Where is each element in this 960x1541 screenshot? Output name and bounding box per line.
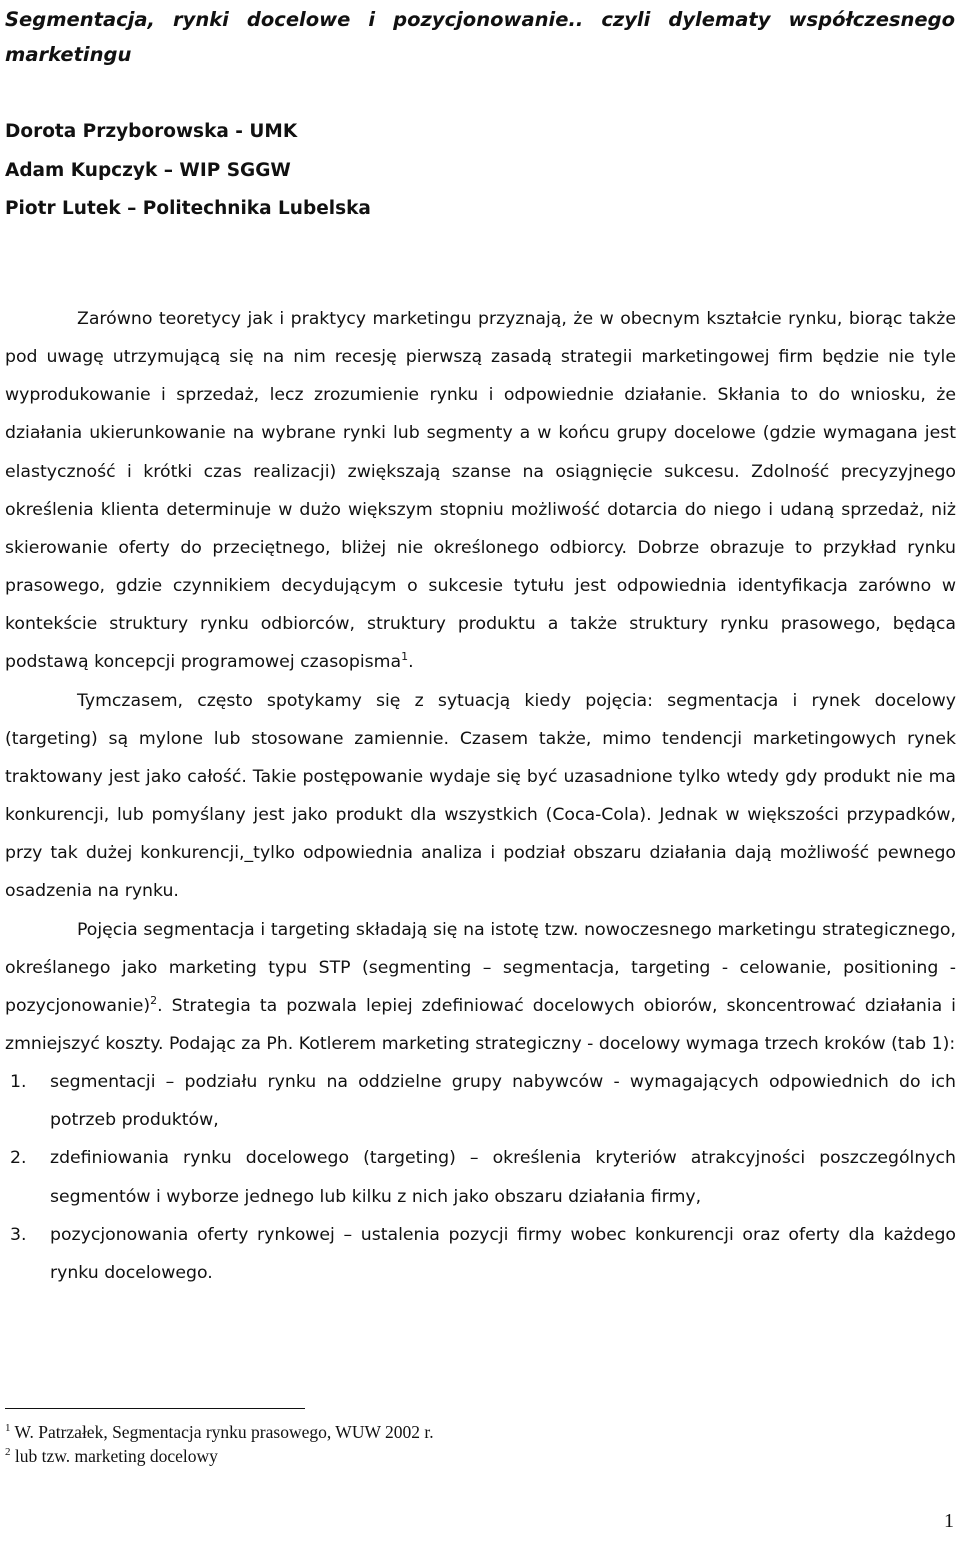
footnote-separator <box>5 1408 305 1409</box>
list-item-number: 1. <box>10 1072 27 1093</box>
list-item-number: 3. <box>10 1224 27 1245</box>
paragraph-text: Pojęcia segmentacja i targeting składają się na istotę tzw. nowoczesnego marketingu strategicznego, określanego jako marketing typu STP (segmenting – segmentacja, targeting - celowanie, positioning - pozycjonowanie) <box>5 919 956 1016</box>
paragraph <box>5 911 956 1064</box>
footnote-number: 2 <box>5 1446 11 1459</box>
footnote <box>5 1420 434 1444</box>
paragraph <box>5 682 956 911</box>
list-item <box>5 1063 956 1139</box>
footnotes <box>5 1420 434 1468</box>
paragraph-tail: . Strategia ta pozwala lepiej zdefiniować docelowych obiorów, skoncentrować działania i zmniejszyć koszty. Podając za Ph. Kotlerem marketing strategiczny - docelowy wymaga trzech kroków (tab 1): <box>5 995 956 1054</box>
footnote-text: W. Patrzałek, Segmentacja rynku prasowego, WUW 2002 r. <box>10 1422 434 1442</box>
paragraph-tail: . <box>408 652 414 673</box>
author-line: Adam Kupczyk – WIP SGGW <box>5 159 291 181</box>
footnote-number: 1 <box>5 1422 11 1435</box>
paragraph-text: Tymczasem, często spotykamy się z sytuacją kiedy pojęcia: segmentacja i rynek docelowy (targeting) są mylone lub stosowane zamiennie. Czasem także, mimo tendencji marketingowych rynek traktowany jest jako całość. Takie postępowanie wydaje się być uzasadnione tylko wtedy gdy produkt nie ma konkurencji, lub pomyślany jest jako produkt dla wszystkich (Coca-Cola). Jednak w większości przypadków, przy tak dużej konkurencji,_tylko odpowiednia analiza i podział obszaru działania dają możliwość pewnego osadzenia na rynku. <box>5 690 956 902</box>
footnote <box>5 1444 434 1468</box>
list-item-text: pozycjonowania oferty rynkowej – ustalenia pozycji firmy wobec konkurencji oraz oferty dla każdego rynku docelowego. <box>50 1224 956 1283</box>
author-list <box>5 113 371 229</box>
list-item-number: 2. <box>10 1148 27 1169</box>
list-item-text: zdefiniowania rynku docelowego (targeting) – określenia kryteriów atrakcyjności poszczególnych segmentów i wyborze jednego lub kilku z nich jako obszaru działania firmy, <box>50 1148 956 1207</box>
footnote-reference[interactable]: 2 <box>150 994 158 1008</box>
page-number: 1 <box>944 1510 954 1532</box>
footnote-reference[interactable]: 1 <box>401 650 409 664</box>
paragraph <box>5 300 956 682</box>
body-text <box>5 300 956 1292</box>
step-list <box>5 1063 956 1292</box>
footnote-text: lub tzw. marketing docelowy <box>10 1446 218 1466</box>
author-line: Piotr Lutek – Politechnika Lubelska <box>5 198 371 219</box>
document-title: Segmentacja, rynki docelowe i pozycjonowanie.. czyli dylematy współczesnego marketingu <box>5 8 955 66</box>
paragraph-text: Zarówno teoretycy jak i praktycy marketingu przyznają, że w obecnym kształcie rynku, biorąc także pod uwagę utrzymującą się na nim recesję pierwszą zasadą strategii marketingowej firm będzie nie tyle wyprodukowanie i sprzedaż, lecz zrozumienie rynku i odpowiednie działanie. Skłania to do wniosku, że działania ukierunkowanie na wybrane rynki lub segmenty a w końcu grupy docelowe (gdzie wymagana jest elastyczność i krótki czas realizacji) zwiększają szanse na osiągnięcie sukcesu. Zdolność precyzyjnego określenia klienta determinuje w dużo większym stopniu możliwość dotarcia do niego i udaną sprzedaż, niż skierowanie oferty do przeciętnego, bliżej nie określonego odbiorcy. Dobrze obrazuje to przykład rynku prasowego, gdzie czynnikiem decydującym o sukcesie tytułu jest odpowiednia identyfikacja zarówno w kontekście struktury rynku odbiorców, struktury produktu a także struktury rynku prasowego, będąca podstawą koncepcji programowej czasopisma <box>5 309 956 673</box>
author-line: Dorota Przyborowska - UMK <box>5 121 298 142</box>
list-item-text: segmentacji – podziału rynku na oddzielne grupy nabywców - wymagających odpowiednich do ich potrzeb produktów, <box>50 1072 956 1131</box>
list-item <box>5 1216 956 1292</box>
list-item <box>5 1139 956 1215</box>
